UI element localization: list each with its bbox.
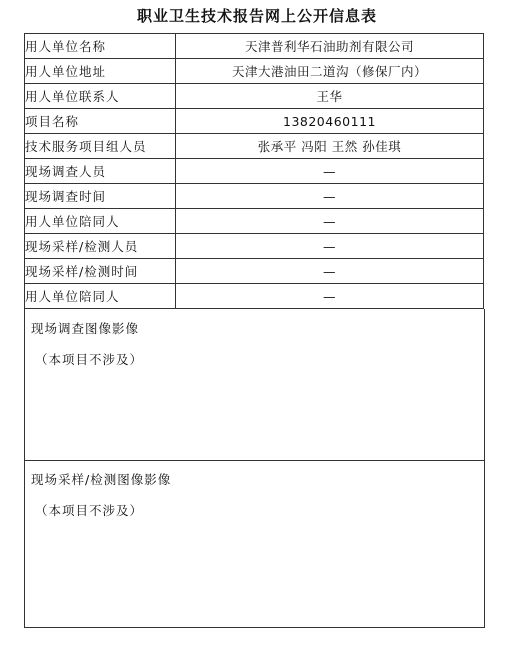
- row-value: —: [176, 234, 484, 259]
- info-table: [24, 33, 484, 309]
- page-title: 职业卫生技术报告网上公开信息表: [136, 7, 377, 25]
- row-value: 王华: [176, 84, 484, 109]
- table-row: [25, 34, 484, 59]
- table-row: [25, 184, 484, 209]
- table-row: [25, 284, 484, 309]
- survey-images-section: [24, 309, 485, 461]
- table-row: [25, 84, 484, 109]
- row-label: 项目名称: [25, 109, 176, 134]
- row-value: —: [176, 184, 484, 209]
- table-row: [25, 134, 484, 159]
- row-label: 用人单位陪同人: [25, 209, 176, 234]
- section-note: （本项目不涉及）: [35, 352, 144, 367]
- row-label: 用人单位地址: [25, 59, 176, 84]
- row-label: 技术服务项目组人员: [25, 134, 176, 159]
- row-value: —: [176, 284, 484, 309]
- table-row: [25, 59, 484, 84]
- table-row: [25, 259, 484, 284]
- row-label: 现场调查时间: [25, 184, 176, 209]
- row-value: 天津普利华石油助剂有限公司: [176, 34, 484, 59]
- section-note: （本项目不涉及）: [35, 503, 144, 518]
- row-value: 13820460111: [176, 109, 484, 134]
- table-row: [25, 109, 484, 134]
- row-value: —: [176, 259, 484, 284]
- row-value: 天津大港油田二道沟（修保厂内）: [176, 59, 484, 84]
- row-label: 现场采样/检测时间: [25, 259, 176, 284]
- sampling-images-section: [24, 460, 485, 628]
- row-label: 用人单位陪同人: [25, 284, 176, 309]
- row-value: —: [176, 209, 484, 234]
- row-label: 用人单位联系人: [25, 84, 176, 109]
- table-row: [25, 209, 484, 234]
- section-title: 现场采样/检测图像影像: [31, 472, 172, 487]
- section-title: 现场调查图像影像: [31, 321, 140, 336]
- table-row: [25, 234, 484, 259]
- row-value: 张承平 冯阳 王然 孙佳琪: [176, 134, 484, 159]
- row-label: 用人单位名称: [25, 34, 176, 59]
- row-value: —: [176, 159, 484, 184]
- table-row: [25, 159, 484, 184]
- row-label: 现场调查人员: [25, 159, 176, 184]
- row-label: 现场采样/检测人员: [25, 234, 176, 259]
